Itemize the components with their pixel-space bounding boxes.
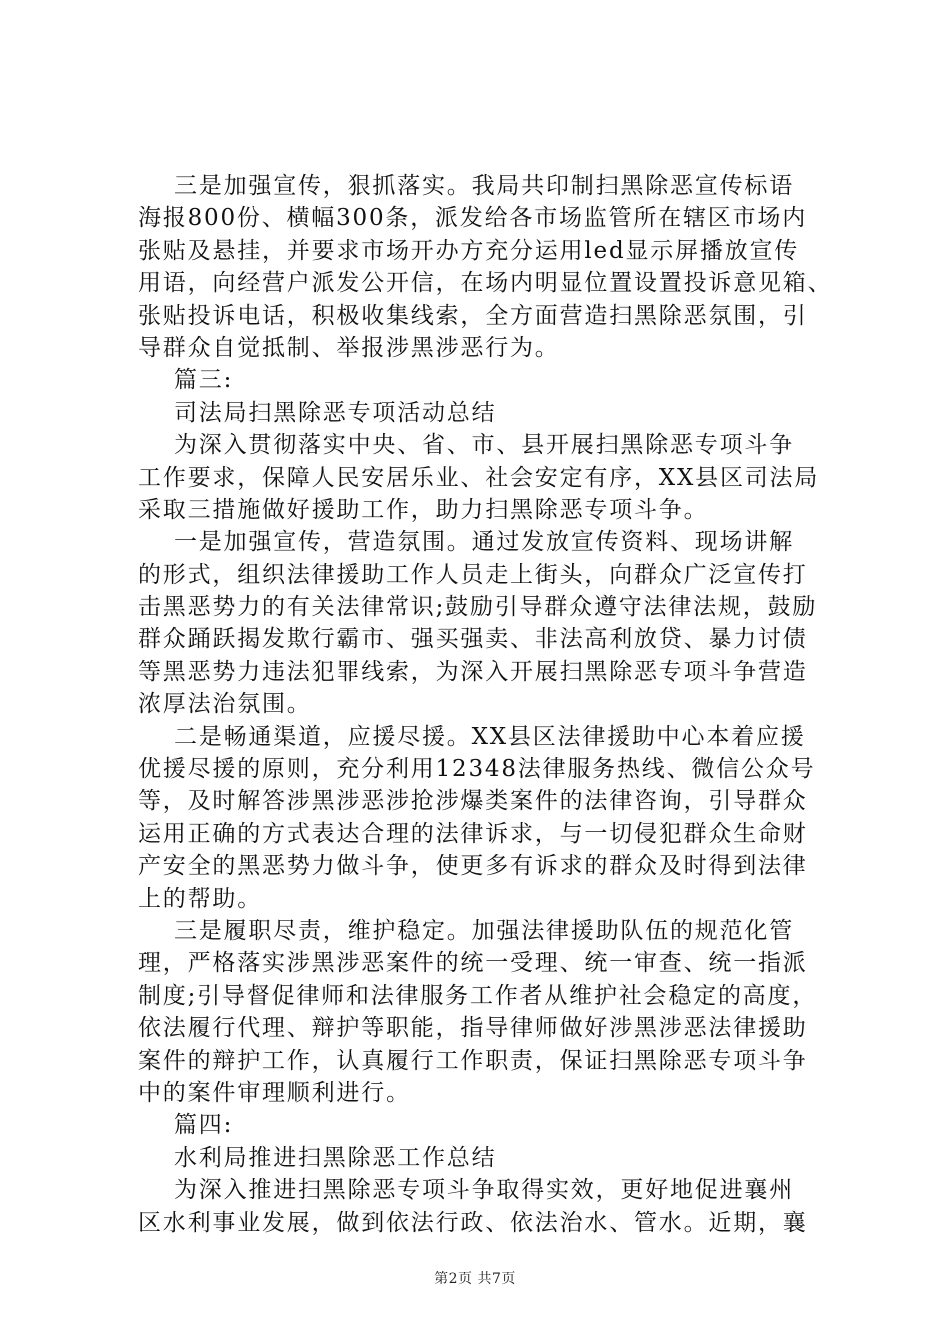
text-line: 为深入贯彻落实中央、省、市、县开展扫黑除恶专项斗争	[174, 432, 794, 459]
text-line: 群众踊跃揭发欺行霸市、强买强卖、非法高利放贷、暴力讨债	[138, 626, 808, 653]
text-line: 水利局推进扫黑除恶工作总结	[174, 1144, 497, 1171]
text-line: 导群众自觉抵制、举报涉黑涉恶行为。	[138, 334, 560, 361]
text-line: 篇四:	[174, 1112, 234, 1139]
text-line: 海报800份、横幅300条，派发给各市场监管所在辖区市场内	[138, 205, 807, 232]
text-line: 制度;引导督促律师和法律服务工作者从维护社会稳定的高度，	[138, 982, 818, 1009]
text-line: 击黑恶势力的有关法律常识;鼓励引导群众遵守法律法规，鼓励	[138, 594, 818, 621]
text-line: 上的帮助。	[138, 885, 262, 912]
text-line: 中的案件审理顺利进行。	[138, 1079, 411, 1106]
text-line: 优援尽援的原则，充分利用12348法律服务热线、微信公众号	[138, 756, 816, 783]
text-line: 为深入推进扫黑除恶专项斗争取得实效，更好地促进襄州	[174, 1177, 794, 1204]
text-line: 张贴及悬挂，并要求市场开办方充分运用led显示屏播放宣传	[138, 237, 800, 264]
text-line: 理，严格落实涉黑涉恶案件的统一受理、统一审查、统一指派	[138, 950, 808, 977]
page-footer: 第2页 共7页	[434, 1271, 516, 1287]
text-line: 等，及时解答涉黑涉恶涉抢涉爆类案件的法律咨询，引导群众	[138, 788, 808, 815]
document-body	[138, 170, 833, 1239]
text-line: 依法履行代理、辩护等职能，指导律师做好涉黑涉恶法律援助	[138, 1015, 808, 1042]
text-line: 篇三:	[174, 367, 234, 394]
text-line: 工作要求，保障人民安居乐业、社会安定有序，XX县区司法局	[138, 464, 820, 491]
text-line: 三是加强宣传，狠抓落实。我局共印制扫黑除恶宣传标语	[174, 173, 794, 199]
text-line: 一是加强宣传，营造氛围。通过发放宣传资料、现场讲解	[174, 529, 794, 556]
text-line: 张贴投诉电话，积极收集线索，全方面营造扫黑除恶氛围，引	[138, 302, 808, 329]
text-line: 三是履职尽责，维护稳定。加强法律援助队伍的规范化管	[174, 917, 794, 944]
text-line: 产安全的黑恶势力做斗争，使更多有诉求的群众及时得到法律	[138, 853, 808, 880]
text-line: 运用正确的方式表达合理的法律诉求，与一切侵犯群众生命财	[138, 820, 808, 847]
text-line: 采取三措施做好援助工作，助力扫黑除恶专项斗争。	[138, 496, 709, 523]
text-line: 司法局扫黑除恶专项活动总结	[174, 399, 497, 426]
text-line: 等黑恶势力违法犯罪线索，为深入开展扫黑除恶专项斗争营造	[138, 658, 808, 685]
text-line: 的形式，组织法律援助工作人员走上街头，向群众广泛宣传打	[138, 561, 808, 588]
text-line: 浓厚法治氛围。	[138, 691, 312, 718]
text-line: 用语，向经营户派发公开信，在场内明显位置设置投诉意见箱、	[138, 270, 833, 297]
text-line: 二是畅通渠道，应援尽援。XX县区法律援助中心本着应援	[174, 723, 806, 750]
text-line: 案件的辩护工作，认真履行工作职责，保证扫黑除恶专项斗争	[138, 1047, 808, 1074]
text-line: 区水利事业发展，做到依法行政、依法治水、管水。近期，襄	[138, 1209, 808, 1236]
